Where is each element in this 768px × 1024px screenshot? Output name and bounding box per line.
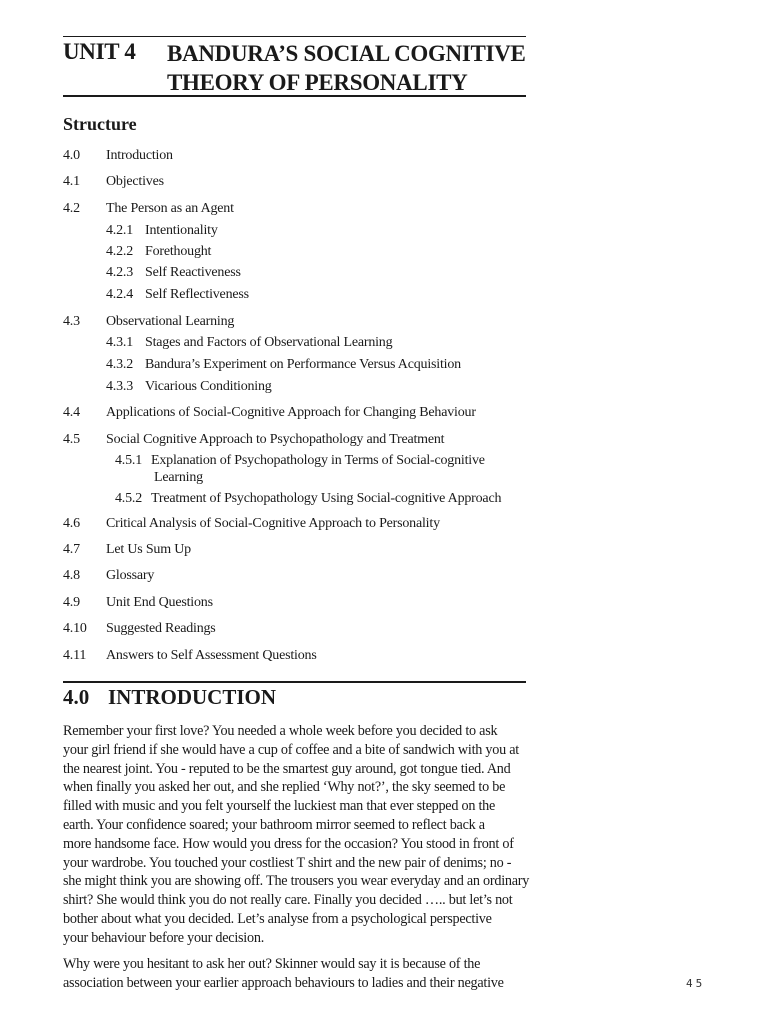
paragraph-line: your girl friend if she would have a cup of coffee and a bite of sandwich with you at bbox=[63, 741, 519, 758]
toc-item-number: 4.2.3 bbox=[106, 265, 134, 280]
paragraph-line: Why were you hesitant to ask her out? Skinner would say it is because of the bbox=[63, 956, 481, 972]
toc-item-number: 4.2.1 bbox=[106, 223, 134, 238]
toc-item-number: 4.10 bbox=[63, 621, 87, 636]
toc-item-label: Answers to Self Assessment Questions bbox=[106, 648, 317, 663]
toc-item-label: The Person as an Agent bbox=[106, 201, 234, 216]
toc-item-label: Intentionality bbox=[145, 223, 218, 238]
toc-item-label: Glossary bbox=[106, 568, 155, 583]
unit-title-line: THEORY OF PERSONALITY bbox=[167, 70, 468, 95]
toc-item-label: Unit End Questions bbox=[106, 595, 213, 610]
toc-item-label: Self Reflectiveness bbox=[145, 287, 249, 302]
body-paragraph bbox=[63, 955, 529, 993]
toc-item-label: Let Us Sum Up bbox=[106, 542, 191, 557]
toc-item-label: Stages and Factors of Observational Learning bbox=[145, 335, 393, 350]
paragraph-line: Remember your first love? You needed a whole week before you decided to ask bbox=[63, 723, 498, 739]
toc-item-number: 4.5.1 bbox=[115, 453, 143, 468]
toc-item-number: 4.11 bbox=[63, 648, 87, 663]
paragraph-line: your behaviour before your decision. bbox=[63, 929, 264, 946]
toc-item-number: 4.0 bbox=[63, 148, 80, 163]
header-bottom-rule bbox=[63, 95, 526, 97]
toc-item-label: Explanation of Psychopathology in Terms of Social-cognitive bbox=[151, 453, 485, 468]
toc-item-number: 4.3 bbox=[63, 314, 80, 329]
paragraph-line: bother about what you decided. Let’s analyse from a psychological perspective bbox=[63, 910, 492, 927]
toc-item-number: 4.1 bbox=[63, 174, 80, 189]
section-top-rule bbox=[63, 681, 526, 683]
toc-item-label: Vicarious Conditioning bbox=[145, 379, 272, 394]
toc-item-label: Forethought bbox=[145, 244, 212, 259]
paragraph-line: more handsome face. How would you dress for the occasion? You stood in front of bbox=[63, 835, 514, 852]
toc-item-number: 4.6 bbox=[63, 516, 80, 531]
paragraph-line: the nearest joint. You - reputed to be the smartest guy around, got tongue tied. And bbox=[63, 760, 511, 777]
section-title: INTRODUCTION bbox=[108, 685, 277, 709]
toc-item-number: 4.7 bbox=[63, 542, 80, 557]
toc-item-number: 4.3.2 bbox=[106, 357, 134, 372]
paragraph-line: when finally you asked her out, and she replied ‘Why not?’, the sky seemed to be bbox=[63, 779, 506, 796]
toc-item-number: 4.2.4 bbox=[106, 287, 134, 302]
toc-item-number: 4.3.1 bbox=[106, 335, 134, 350]
toc-item-label: Self Reactiveness bbox=[145, 265, 241, 280]
page-number: 45 bbox=[686, 977, 706, 990]
toc-item-number: 4.5.2 bbox=[115, 491, 143, 506]
toc-item-label-continuation: Learning bbox=[154, 470, 203, 485]
structure-heading: Structure bbox=[63, 114, 137, 134]
toc-item-label: Introduction bbox=[106, 148, 173, 163]
paragraph-line: she might think you are showing off. The trousers you wear everyday and an ordinary bbox=[63, 873, 530, 890]
unit-title-line: BANDURA’S SOCIAL COGNITIVE bbox=[167, 41, 526, 66]
paragraph-line: shirt? She would think you do not really care. Finally you decided ….. but let’s not bbox=[63, 892, 513, 909]
toc-item-number: 4.4 bbox=[63, 405, 80, 420]
toc-item-label: Critical Analysis of Social-Cognitive Approach to Personality bbox=[106, 516, 440, 531]
toc-item-number: 4.3.3 bbox=[106, 379, 134, 394]
paragraph-line: earth. Your confidence soared; your bathroom mirror seemed to reflect back a bbox=[63, 816, 485, 833]
paragraph-line: your wardrobe. You touched your costliest T shirt and the new pair of denims; no - bbox=[63, 854, 512, 871]
section-number: 4.0 bbox=[63, 685, 90, 709]
paragraph-line: filled with music and you felt yourself the luckiest man that ever stepped on the bbox=[63, 798, 496, 815]
section-heading bbox=[63, 685, 276, 710]
toc-item-label: Observational Learning bbox=[106, 314, 235, 329]
unit-title bbox=[167, 39, 526, 97]
unit-label: UNIT 4 bbox=[63, 39, 136, 64]
paragraph-line: association between your earlier approach behaviours to ladies and their negative bbox=[63, 974, 504, 991]
toc-item-label: Treatment of Psychopathology Using Social-cognitive Approach bbox=[151, 491, 502, 506]
toc-item-label: Social Cognitive Approach to Psychopathology and Treatment bbox=[106, 432, 445, 447]
toc-item-label: Objectives bbox=[106, 174, 164, 189]
body-paragraph bbox=[63, 722, 529, 948]
toc-item-label: Applications of Social-Cognitive Approach for Changing Behaviour bbox=[106, 405, 476, 420]
toc-item-number: 4.9 bbox=[63, 595, 80, 610]
toc-item-number: 4.8 bbox=[63, 568, 80, 583]
toc-item-number: 4.2 bbox=[63, 201, 80, 216]
toc-item-number: 4.5 bbox=[63, 432, 80, 447]
toc-item-label: Suggested Readings bbox=[106, 621, 216, 636]
header-top-rule bbox=[63, 36, 526, 37]
toc-item-label: Bandura’s Experiment on Performance Versus Acquisition bbox=[145, 357, 461, 372]
toc-item-number: 4.2.2 bbox=[106, 244, 134, 259]
